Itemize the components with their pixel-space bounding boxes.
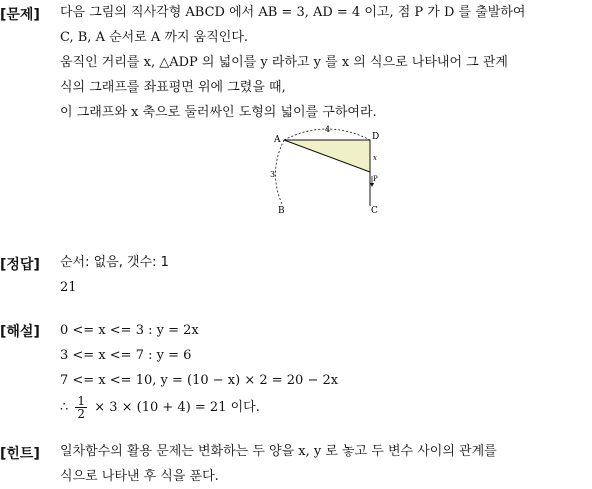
fraction-denominator: 2 [77, 407, 86, 421]
label-a: A [274, 135, 281, 145]
solution-line-3: 7 <= x <= 10, y = (10 − x) × 2 = 20 − 2x [60, 373, 339, 388]
label-right: x [373, 154, 377, 162]
solution-line-1: 0 <= x <= 3 : y = 2x [60, 323, 199, 338]
solution-line-4 [60, 393, 338, 423]
solution-line-2: 3 <= x <= 7 : y = 6 [60, 348, 192, 363]
problem-line-2: C, B, A 순서로 A 까지 움직인다. [60, 30, 249, 45]
triangle-adp [284, 140, 370, 172]
solution-text [60, 318, 338, 423]
final-expression: × 3 × (10 + 4) = 21 이다. [94, 400, 260, 415]
problem-line-5: 이 그래프와 x 축으로 둘러싸인 도형의 넓이를 구하여라. [60, 105, 377, 120]
arc-left [275, 140, 284, 204]
problem-line-3: 움직인 거리를 x, △ADP 의 넓이를 y 라하고 y 를 x 의 식으로 나타내어 그 관계 [60, 55, 508, 70]
fraction-numerator: 1 [77, 394, 86, 408]
arrow-head [370, 183, 374, 187]
label-p: P [373, 175, 378, 183]
problem-text [60, 0, 525, 125]
problem-tag: [문제] [0, 7, 40, 23]
answer-line-2: 21 [60, 280, 77, 295]
answer-line-1: 순서: 없음, 갯수: 1 [60, 255, 169, 270]
answer-tag: [정답] [0, 257, 40, 273]
label-b: B [278, 206, 285, 216]
label-d: D [372, 132, 380, 142]
therefore: ∴ [60, 400, 69, 415]
label-c: C [371, 206, 378, 216]
solution-tag: [해설] [0, 324, 40, 340]
label-top: 4 [325, 125, 331, 134]
fraction-half [75, 395, 87, 420]
label-left: 3 [270, 170, 276, 179]
problem-line-4: 식의 그래프를 좌표평면 위에 그렸을 때, [60, 80, 286, 95]
rectangle-figure [262, 124, 392, 218]
hint-line-2: 식으로 나타낸 후 식을 푼다. [60, 469, 219, 484]
hint-text [60, 439, 497, 489]
problem-line-1: 다음 그림의 직사각형 ABCD 에서 AB = 3, AD = 4 이고, 점 P 가 D 를 출발하여 [60, 5, 526, 20]
hint-line-1: 일차함수의 활용 문제는 변화하는 두 양을 x, y 로 놓고 두 변수 사이의 관계를 [60, 444, 497, 459]
answer-text [60, 250, 169, 300]
hint-tag: [힌트] [0, 446, 40, 462]
